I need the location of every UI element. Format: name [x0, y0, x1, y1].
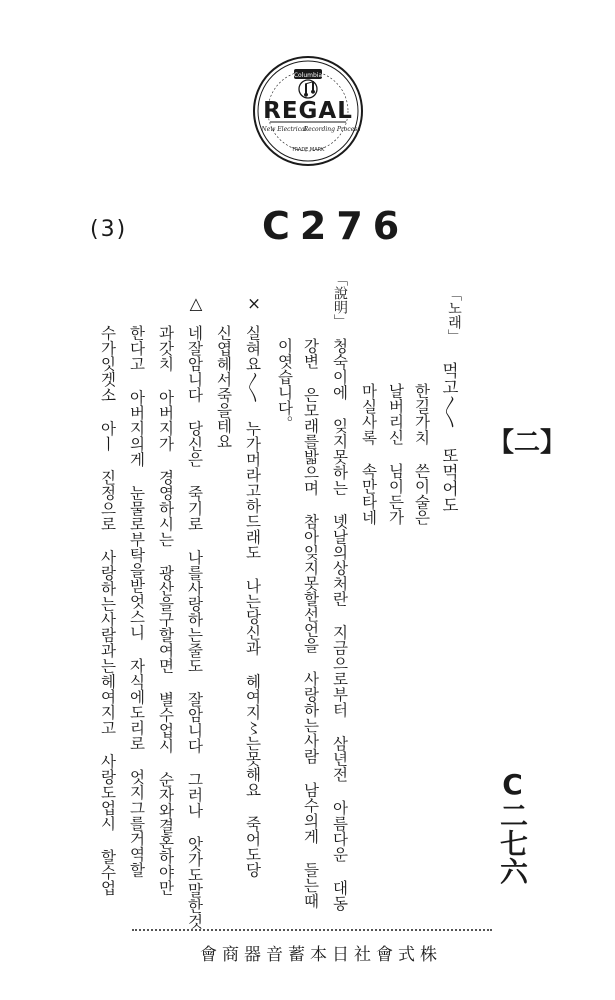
dialogue-line: 네잘암니다 당신은 죽기로 나를사랑하는줄도 잘암니다 그러나 앗가도말한것	[185, 325, 204, 929]
dialogue-line: 실혀요〳〵 누가머라고하드래도 나는당신과 헤여지〻는못해요 죽어도당	[243, 325, 262, 878]
logo-top-text: Columbia	[293, 72, 323, 79]
dialogue-line: 수가잇겟소 아ㅣ 진정으로 사랑하는사람과는헤여지고 사랑도업시 할수업	[98, 325, 117, 896]
explanation-line: 강변 은모래를밟으며 참아잊지못할선언을 사랑하는사람 남수의게 들는때	[301, 338, 320, 909]
music-note-icon	[299, 80, 317, 98]
song-label: 「노래」	[446, 287, 462, 343]
footer-company: 會商器音蓄本日社會式株	[200, 945, 442, 965]
logo-right-text: Recording Process	[303, 126, 361, 133]
song-line: 날버리신 님이든가	[386, 383, 405, 525]
logo-brand: REGAL	[263, 98, 353, 124]
dialogue-line: 과갓치 아버지가 경영하시는 광산을구할여면 별수업시 순자와결혼하야만	[156, 325, 175, 896]
logo-left-text: New Electrical	[261, 126, 307, 133]
explanation-line: 이엿습니다。	[275, 338, 294, 431]
song-line: 한길가치 쓴이술은	[412, 383, 431, 525]
dialogue-line: 신엽헤서죽을테요	[214, 325, 233, 449]
page-number: (3)	[90, 217, 128, 242]
song-line: 먹고〳〵 또먹어도	[439, 362, 459, 513]
dialogue-line: 한다고 아버지의게 눈물로부탁을받엇스니 자식에도리로 엇지그를거역할	[127, 325, 146, 878]
footer-divider	[132, 929, 492, 931]
dialogue-mark-triangle: △	[186, 294, 206, 313]
song-line: 마실사록 속만타네	[359, 383, 378, 525]
logo-bottom-text: TRADE MARK	[291, 147, 325, 153]
explanation-label: 「說明」	[332, 272, 348, 328]
side-marker: 【二】	[488, 428, 567, 458]
dialogue-mark-x: ×	[244, 294, 264, 313]
side-catalog-number: C二七六	[496, 768, 529, 885]
regal-logo	[252, 55, 364, 167]
catalog-number: C276	[262, 204, 410, 248]
explanation-line: 청숙이에 잊지못하는 녯날의상처란 지금으로부터 삼년전 아름다운 대동	[330, 338, 349, 911]
